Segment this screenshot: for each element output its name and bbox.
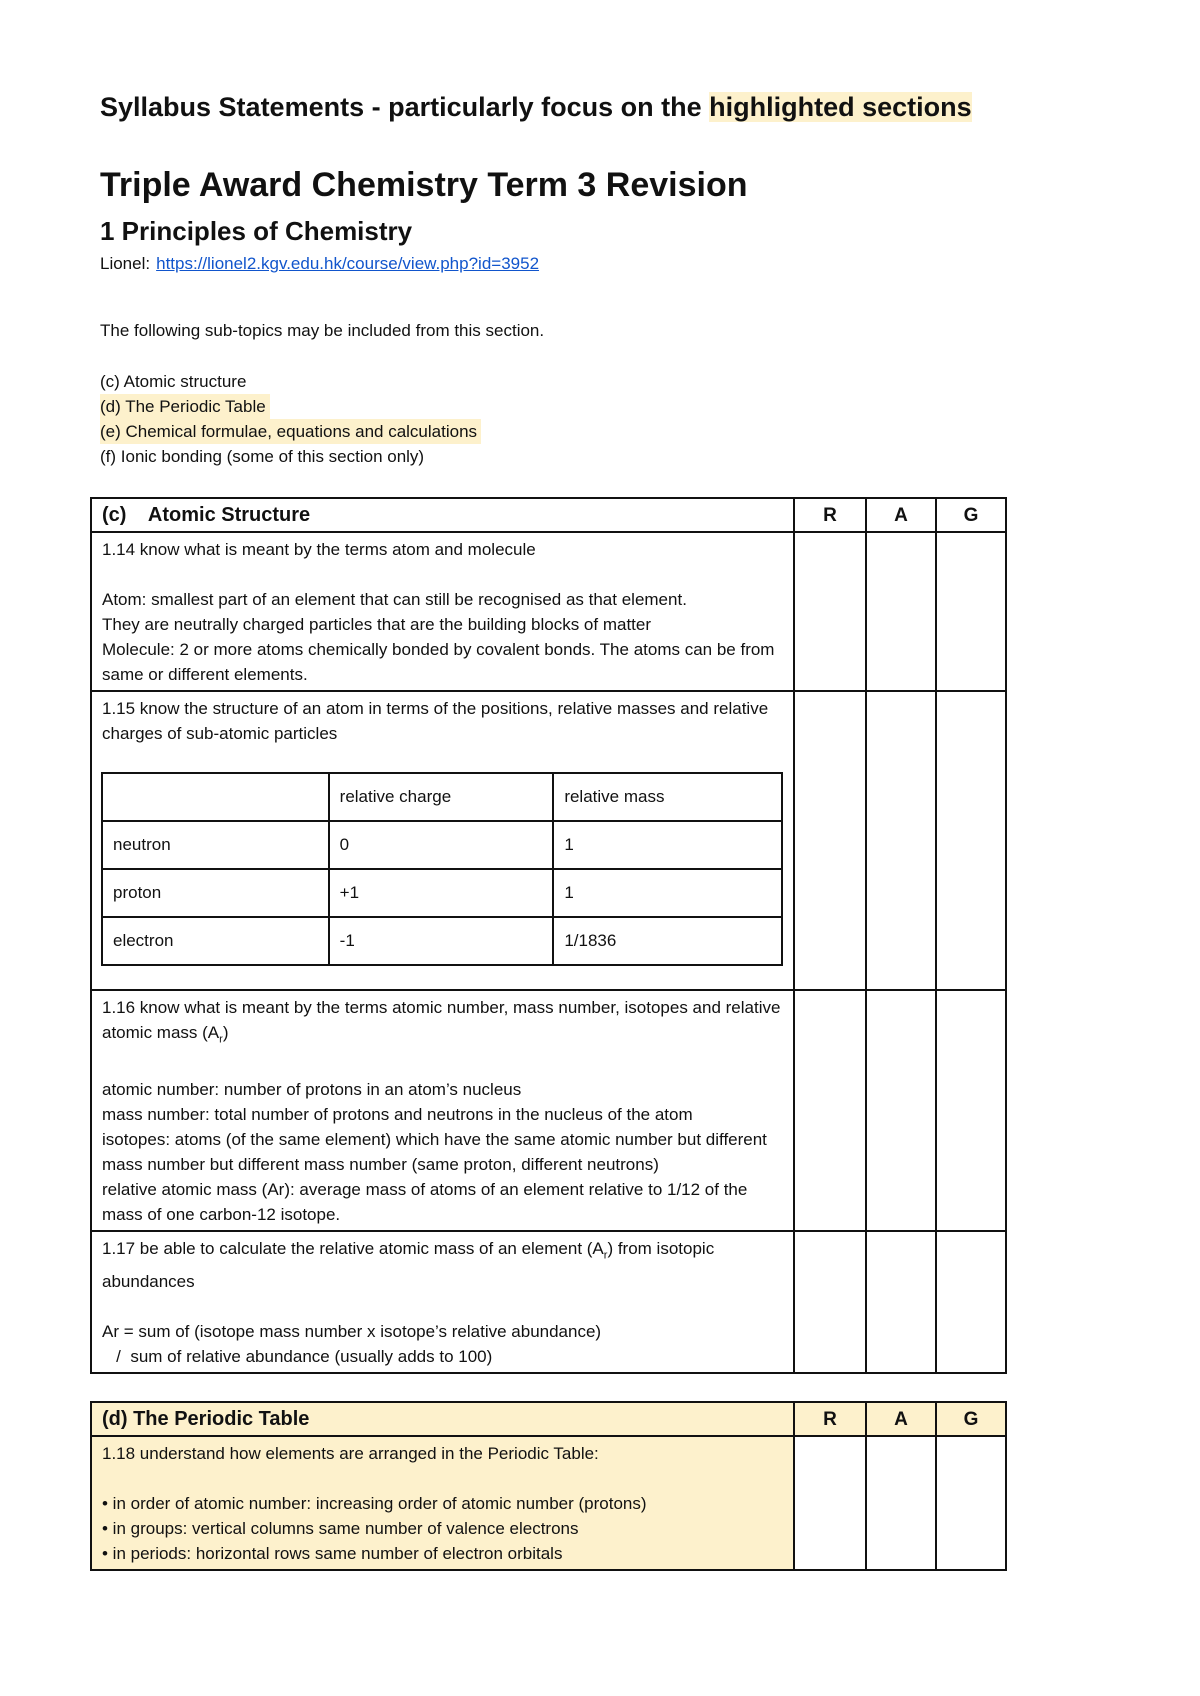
table-row [91, 532, 1006, 691]
rag-g-cell[interactable] [936, 990, 1006, 1231]
section-title: (d) The Periodic Table [91, 1402, 794, 1436]
particle-mass: 1 [553, 821, 782, 869]
note-line: Atom: smallest part of an element that can still be recognised as that element. [102, 590, 687, 609]
statement-cell [91, 990, 794, 1231]
table-row [91, 990, 1006, 1231]
rag-r-cell[interactable] [794, 532, 866, 691]
table-row [102, 917, 782, 965]
statement-cell [91, 691, 794, 990]
table-header-row [91, 498, 1006, 532]
rag-a-cell[interactable] [866, 1231, 936, 1372]
subtopic-item: (c) Atomic structure [100, 372, 247, 391]
table-row [102, 869, 782, 917]
rag-r-cell[interactable] [794, 1436, 866, 1570]
rag-r-header: R [794, 498, 866, 532]
page-title: Triple Award Chemistry Term 3 Revision [100, 166, 748, 204]
rag-r-cell[interactable] [794, 691, 866, 990]
rag-g-header: G [936, 1402, 1006, 1436]
table-header-cell: relative mass [553, 773, 782, 821]
note-line: Ar = sum of (isotope mass number x isotope’s relative abundance) [102, 1321, 602, 1341]
rag-g-cell[interactable] [936, 691, 1006, 990]
table-row [91, 1436, 1006, 1570]
rag-r-header: R [794, 1402, 866, 1436]
note-line: relative atomic mass (Ar): average mass of atoms of an element relative to 1/12 of the mass of one carbon-12 isotope. [102, 1180, 748, 1225]
rag-a-cell[interactable] [866, 691, 936, 990]
rag-a-cell[interactable] [866, 990, 936, 1231]
particle-mass: 1 [553, 869, 782, 917]
statement-cell [91, 1436, 794, 1570]
particle-name: electron [102, 917, 329, 965]
intro-text: The following sub-topics may be included from this section. [100, 321, 545, 340]
syllabus-prefix: Syllabus Statements - particularly focus on the [100, 92, 710, 122]
bullet-item: • in order of atomic number: increasing order of atomic number (protons) [102, 1494, 647, 1513]
statement-text: 1.14 know what is meant by the terms atom and molecule [102, 540, 536, 559]
note-line: Molecule: 2 or more atoms chemically bonded by covalent bonds. The atoms can be from same or different elements. [102, 640, 775, 684]
particle-name: neutron [102, 821, 329, 869]
lionel-line [100, 254, 539, 274]
table-row [102, 773, 782, 821]
lionel-label: Lionel: [100, 254, 151, 273]
note-line: isotopes: atoms (of the same element) which have the same atomic number but different mass number but different mass number (same proton, different neutrons) [102, 1130, 767, 1175]
table-row [91, 691, 1006, 990]
statement-text: 1.17 be able to calculate the relative atomic mass of an element $(A_r)$ from isotopic abundances [102, 1239, 715, 1291]
statement-text: 1.16 know what is meant by the terms atomic number, mass number, isotopes and relative atomic mass $(A_r)$ [102, 998, 781, 1046]
lionel-link[interactable]: https://lionel2.kgv.edu.hk/course/view.php?id=3952 [156, 254, 540, 273]
section-title: (c) Atomic Structure [91, 498, 794, 532]
particle-mass: 1/1836 [553, 917, 782, 965]
note-line: / sum of relative abundance (usually adds to 100) [102, 1346, 493, 1366]
statement-cell [91, 1231, 794, 1372]
particle-name: proton [102, 869, 329, 917]
rag-a-header: A [866, 498, 936, 532]
table-header-cell: relative charge [329, 773, 554, 821]
note-line: mass number: total number of protons and neutrons in the nucleus of the atom [102, 1105, 693, 1125]
note-line: They are neutrally charged particles that are the building blocks of matter [102, 615, 652, 634]
subtopic-list [100, 369, 481, 469]
particle-charge: -1 [329, 917, 554, 965]
statement-text: 1.18 understand how elements are arranged in the Periodic Table: [102, 1444, 599, 1463]
subtopic-item: (d) The Periodic Table [100, 394, 481, 419]
rag-g-header: G [936, 498, 1006, 532]
subtopic-item: (e) Chemical formulae, equations and calculations [100, 419, 481, 444]
statement-text: 1.15 know the structure of an atom in terms of the positions, relative masses and relative charges of sub-atomic particles [102, 699, 769, 743]
particle-charge: +1 [329, 869, 554, 917]
periodic-table-table [90, 1401, 1007, 1571]
page-subtitle: 1 Principles of Chemistry [100, 216, 413, 246]
particle-charge: 0 [329, 821, 554, 869]
syllabus-heading [100, 92, 972, 123]
subtopic-item: (f) Ionic bonding (some of this section only) [100, 447, 425, 466]
bullet-item: • in periods: horizontal rows same number of electron orbitals [102, 1544, 563, 1563]
atomic-structure-table [90, 497, 1007, 1374]
rag-a-header: A [866, 1402, 936, 1436]
table-header-row [91, 1402, 1006, 1436]
rag-r-cell[interactable] [794, 1231, 866, 1372]
rag-g-cell[interactable] [936, 1231, 1006, 1372]
rag-a-cell[interactable] [866, 1436, 936, 1570]
syllabus-highlight: highlighted sections [709, 92, 972, 122]
table-row [102, 821, 782, 869]
statement-cell [91, 532, 794, 691]
rag-g-cell[interactable] [936, 532, 1006, 691]
table-cell [102, 773, 329, 821]
table-row [91, 1231, 1006, 1372]
rag-a-cell[interactable] [866, 532, 936, 691]
rag-r-cell[interactable] [794, 990, 866, 1231]
note-line: atomic number: number of protons in an atom’s nucleus [102, 1080, 522, 1100]
bullet-item: • in groups: vertical columns same number of valence electrons [102, 1519, 579, 1538]
rag-g-cell[interactable] [936, 1436, 1006, 1570]
subatomic-particle-table [101, 772, 783, 966]
